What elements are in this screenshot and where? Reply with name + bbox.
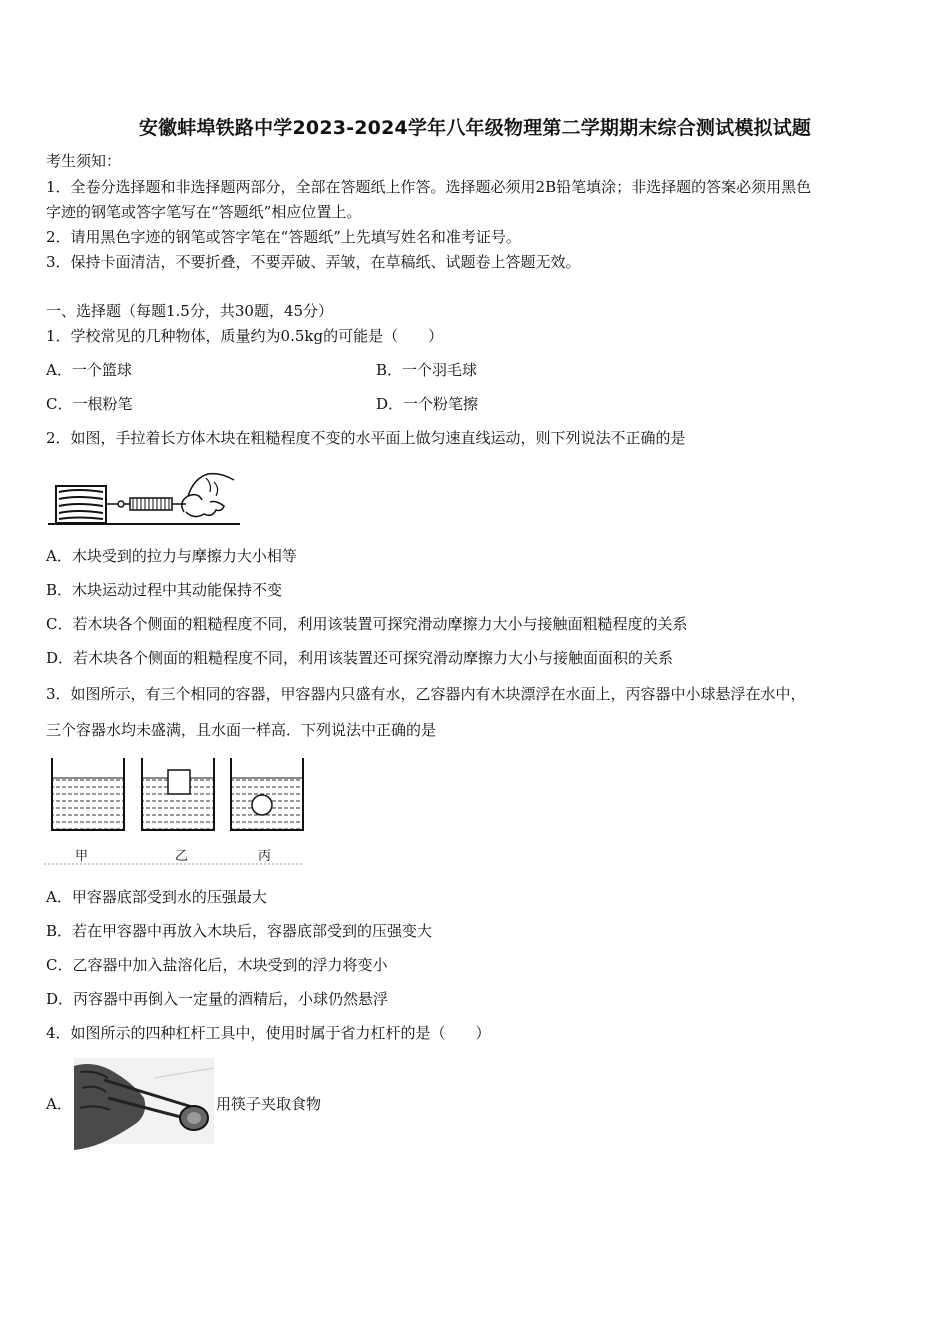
notice-item-1: 1．全卷分选择题和非选择题两部分，全部在答题纸上作答。选择题必须用2B铅笔填涂；非选择题的答案必须用黑色 bbox=[46, 178, 812, 196]
q2-option-c: C．若木块各个侧面的粗糙程度不同，利用该装置可探究滑动摩擦力大小与接触面粗糙程度的关系 bbox=[46, 615, 688, 633]
notice-item-3: 3．保持卡面清洁，不要折叠，不要弄破、弄皱，在草稿纸、试题卷上答题无效。 bbox=[46, 253, 581, 271]
q2-option-a: A．木块受到的拉力与摩擦力大小相等 bbox=[46, 547, 297, 565]
section-heading: 一、选择题（每题1.5分，共30题，45分） bbox=[46, 302, 334, 320]
q3-label-jia: 甲 bbox=[75, 849, 89, 864]
q4-option-a-letter: A． bbox=[46, 1095, 72, 1113]
q1-stem: 1．学校常见的几种物体，质量约为0.5kg的可能是（ ） bbox=[46, 327, 444, 345]
q3-stem-line2: 三个容器水均未盛满，且水面一样高．下列说法中正确的是 bbox=[46, 721, 437, 739]
q2-stem: 2．如图，手拉着长方体木块在粗糙程度不变的水平面上做匀速直线运动，则下列说法不正确的是 bbox=[46, 429, 686, 447]
notice-item-2: 2．请用黑色字迹的钢笔或答字笔在“答题纸”上先填写姓名和准考证号。 bbox=[46, 228, 521, 246]
q4-option-a-chopsticks-photo bbox=[74, 1058, 214, 1144]
q4-option-a-text: 用筷子夹取食物 bbox=[216, 1095, 322, 1113]
q3-option-c: C．乙容器中加入盐溶化后，木块受到的浮力将变小 bbox=[46, 956, 388, 974]
q1-option-c: C．一根粉笔 bbox=[46, 395, 133, 413]
q3-option-a: A．甲容器底部受到水的压强最大 bbox=[46, 888, 267, 906]
q1-option-d: D．一个粉笔擦 bbox=[376, 395, 479, 413]
q3-label-yi: 乙 bbox=[175, 849, 189, 864]
q4-stem: 4．如图所示的四种杠杆工具中，使用时属于省力杠杆的是（ ） bbox=[46, 1024, 491, 1042]
q3-stem-line1: 3．如图所示，有三个相同的容器，甲容器内只盛有水，乙容器内有木块漂浮在水面上，丙容器中小球悬浮在水中， bbox=[46, 685, 806, 703]
q1-option-b: B．一个羽毛球 bbox=[376, 361, 478, 379]
q3-option-d: D．丙容器中再倒入一定量的酒精后，小球仍然悬浮 bbox=[46, 990, 389, 1008]
notice-item-1-cont: 字迹的钢笔或答字笔写在“答题纸”相应位置上。 bbox=[46, 203, 362, 221]
q2-figure-block-spring-hand bbox=[46, 464, 242, 530]
q1-option-a: A．一个篮球 bbox=[46, 361, 132, 379]
notice-heading: 考生须知： bbox=[46, 152, 122, 170]
q3-option-b: B．若在甲容器中再放入木块后，容器底部受到的压强变大 bbox=[46, 922, 433, 940]
q2-option-b: B．木块运动过程中其动能保持不变 bbox=[46, 581, 283, 599]
q2-option-d: D．若木块各个侧面的粗糙程度不同，利用该装置还可探究滑动摩擦力大小与接触面面积的关系 bbox=[46, 649, 674, 667]
exam-title: 安徽蚌埠铁路中学2023-2024学年八年级物理第二学期期末综合测试模拟试题 bbox=[138, 117, 812, 139]
q3-label-bing: 丙 bbox=[258, 849, 272, 864]
